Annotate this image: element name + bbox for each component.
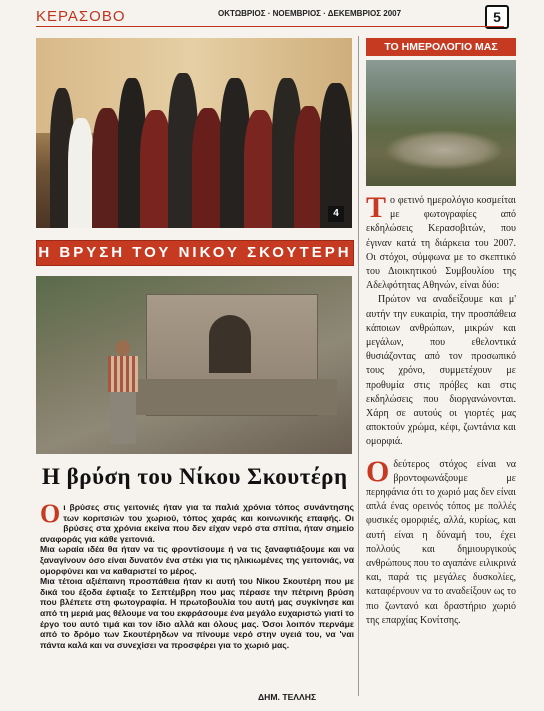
photo-man — [104, 340, 142, 444]
author-signature: ΔΗΜ. ΤΕΛΛΗΣ — [258, 692, 317, 702]
fountain-basin — [127, 379, 337, 415]
man-shirt — [108, 356, 138, 392]
header-rule — [36, 26, 504, 27]
fountain-headline: Η βρύση του Νίκου Σκουτέρη — [42, 464, 348, 489]
stone-fountain — [146, 294, 318, 416]
man-head — [116, 340, 130, 356]
article-paragraph — [366, 191, 516, 293]
village-houses — [384, 130, 504, 170]
photo-number-badge: 4 — [328, 206, 344, 222]
article-paragraph — [40, 576, 354, 650]
article-paragraph — [40, 544, 354, 576]
page-number: 5 — [485, 5, 509, 29]
article-paragraph — [40, 499, 354, 544]
article-paragraph — [366, 454, 516, 628]
group-photo — [36, 38, 352, 228]
paragraph-text: δεύτερος στόχος είναι να βροντοφωνάξουμε με περηφάνια ότι το χωριό μας δεν είναι απλά ένας ορεινός τόπος με πολλές φυσικές ομορφιές, αλλά, κυρίως, και αυτή είναι η δύναμή του, έχει πολλούς και δημιουργικούς ανθρώπους που το αγαπάνε ειλικρινά και, παρά τις μεγάλες δυσκολίες, καταφέρνουν να το αναδείξουν ως το πιο ζωντανό και δραστήριο χωριό της επαρχίας Κονίτσης. — [366, 458, 516, 626]
fountain-section-banner: Η ΒΡΥΣΗ ΤΟΥ ΝΙΚΟΥ ΣΚΟΥΤΕΡΗ — [36, 240, 354, 266]
issue-date: ΟΚΤΩΒΡΙΟΣ · ΝΟΕΜΒΡΙΟΣ · ΔΕΚΕΜΒΡΙΟΣ 2007 — [218, 9, 402, 18]
paragraph-text: Μια ωραία ιδέα θα ήταν να τις φροντίσουμε ή να τις ξαναφτιάξουμε και να ξαναγίνουν όσο είναι δυνατόν ένα στέκι για τις ηλικιωμένες της γειτονιάς, να ομορφύνει και να καθαριστεί το μέρος. — [40, 544, 354, 576]
paragraph-text: Μια τέτοια αξιέπαινη προσπάθεια ήταν κι αυτή του Νίκου Σκουτέρη που με δικά του έξοδα έφτιαξε το Σεπτέμβρη που μας πέρασε την πέτρινη βρύση που βλέπετε στη φωτογραφία. Η πρωτοβουλία του αυτή μας συγκίνησε και από τη μεριά μας θέλουμε να του εκφράσουμε ένα μεγάλο ευχαριστώ γιατί το έργο του αυτό τιμά και τον ίδιο αλλά και όλους μας. Όσοι λοιπόν περνάμε από το δρόμο των Σκουτέρηδων να πίνουμε νερό στην υγειά του, να 'ναι πάντα καλά και να συνεχίσει να προσφέρει για το χωριό μας. — [40, 576, 354, 650]
fountain-arch — [209, 315, 251, 373]
fountain-article — [40, 499, 354, 650]
man-legs — [110, 392, 136, 444]
paragraph-text: ο φετινό ημερολόγιο κοσμείται με φωτογραφίες από εκδηλώσεις Κερασοβιτών, που έγιναν κατά τη διάρκεια του 2007. Οι στόχοι, σύμφωνα με το σκεπτικό του Διοικητικού Συμβουλίου της Αδελφότητας Αθηνών, είναι δύο: — [366, 195, 516, 292]
fountain-photo — [36, 276, 352, 454]
article-paragraph — [366, 293, 516, 449]
drop-cap: Ο — [40, 499, 61, 528]
photo-person — [68, 118, 94, 228]
village-photo — [366, 60, 516, 186]
column-divider — [358, 36, 359, 696]
calendar-article — [366, 191, 516, 628]
paragraph-text: ι βρύσες στις γειτονιές ήταν για τα παλιά χρόνια τόπος συνάντησης των κοριτσιών του χωριού, τόπος χαράς και κοινωνικής επαφής. Οι βρύσες στα χρόνια εκείνα που δεν είχαν νερό στα σπίτια, ήταν σημείο αναφοράς για κάθε γειτονιά. — [40, 502, 354, 544]
drop-cap: Ο — [366, 454, 390, 488]
publication-name: ΚΕΡΑΣΟΒΟ — [36, 8, 126, 25]
drop-cap: Τ — [366, 191, 387, 224]
paragraph-text: Πρώτον να αναδείξουμε και μ' αυτήν την ευκαιρία, την προσπάθεια κάποιων ανθρώπων, μικρών και μεγάλων, που εθελοντικά θυσιάζοντας από τον προσωπικό τους χρόνο, συμμετέχουν με προθυμία στις πρόβες και στις εκδηλώσεις που διοργανώνονται. Χάρη σε αυτούς οι γιορτές μας αποκτούν χρώμα, κέφι, ζωντάνια και ομορφιά. — [366, 294, 516, 448]
calendar-section-banner: ΤΟ ΗΜΕΡΟΛΟΓΙΟ ΜΑΣ — [366, 38, 516, 56]
